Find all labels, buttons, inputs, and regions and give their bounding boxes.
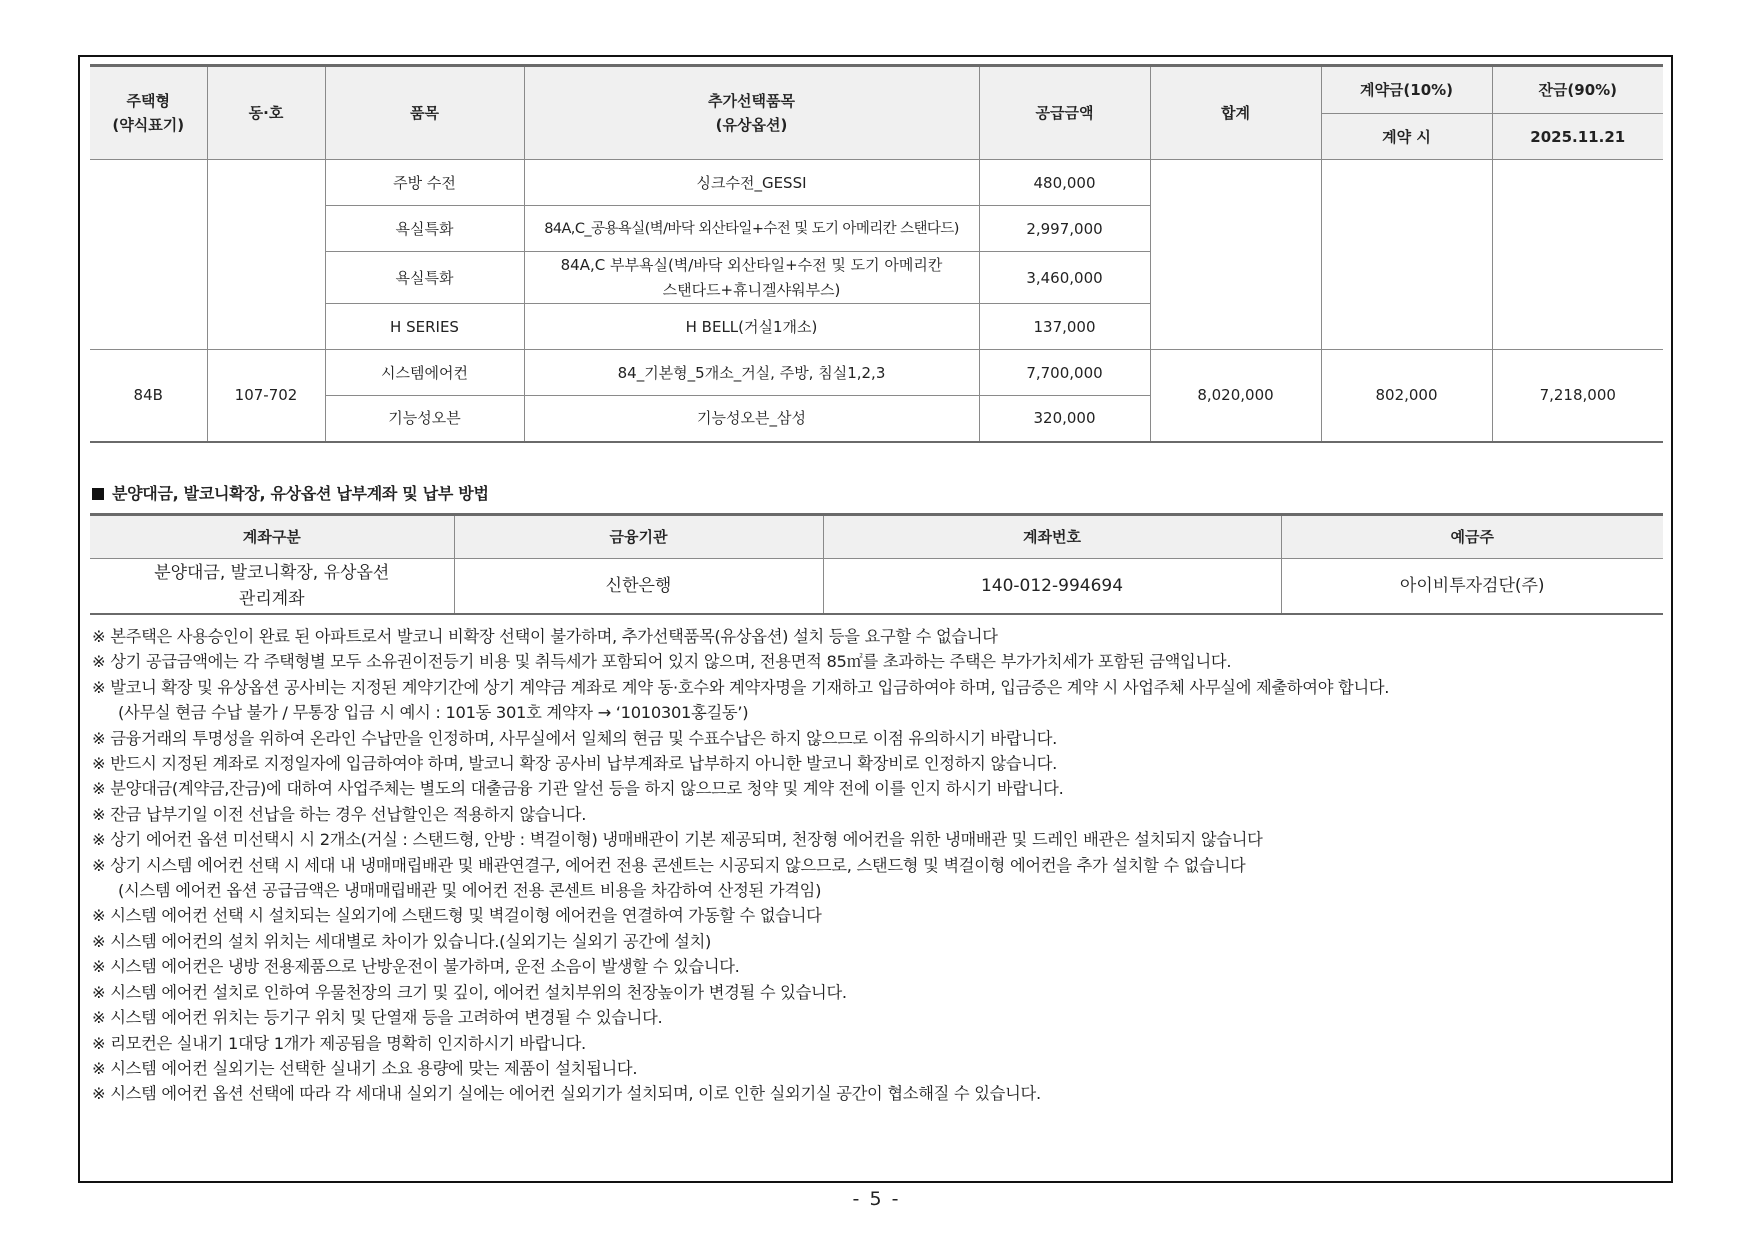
account-no-cell: 140-012-994694 — [823, 559, 1281, 615]
dong-ho-cell: 107-702 — [207, 350, 325, 442]
item-cell: 기능성오븐 — [325, 396, 524, 442]
header-house-type-label: 주택형 (약식표기) — [112, 92, 185, 134]
deposit-cell-empty — [1321, 160, 1492, 350]
note-line: ※ 시스템 에어컨의 설치 위치는 세대별로 차이가 있습니다.(실외기는 실외기 공간에 설치) — [92, 931, 712, 951]
balance-cell-empty — [1492, 160, 1663, 350]
header-account-no: 계좌번호 — [823, 515, 1281, 559]
item-cell: 시스템에어컨 — [325, 350, 524, 396]
header-account-type: 계좌구분 — [90, 515, 454, 559]
option-cell-text: 84A,C 부부욕실(벽/바닥 외산타일+수전 및 도기 아메리칸 스탠다드+휴니겔샤워부스) — [560, 255, 943, 299]
note-line: ※ 분양대금(계약금,잔금)에 대하여 사업주체는 별도의 대출금융 기관 알선 등을 하지 않으므로 청약 및 계약 전에 이를 인지 하시기 바랍니다. — [92, 779, 1064, 799]
note-line: ※ 시스템 에어컨은 냉방 전용제품으로 난방운전이 불가하며, 운전 소음이 발생할 수 있습니다. — [92, 957, 740, 977]
header-option — [524, 66, 979, 160]
item-cell: 주방 수전 — [325, 160, 524, 206]
account-table — [90, 513, 1663, 615]
note-line: ※ 상기 에어컨 옵션 미선택시 시 2개소(거실 : 스탠드형, 안방 : 벽걸이형) 냉매배관이 기본 제공되며, 천장형 에어컨을 위한 냉매배관 및 드레인 배관은 설치되지 않습니다 — [92, 830, 1263, 850]
table-row — [90, 559, 1663, 615]
table-row — [90, 160, 1663, 206]
note-line: ※ 본주택은 사용승인이 완료 된 아파트로서 발코니 비확장 선택이 불가하며, 추가선택품목(유상옵션) 설치 등을 요구할 수 없습니다 — [92, 627, 998, 646]
option-cell — [524, 252, 979, 304]
note-line: ※ 리모컨은 실내기 1대당 1개가 제공됨을 명확히 인지하시기 바랍니다. — [92, 1033, 586, 1053]
dong-ho-cell-empty — [207, 160, 325, 350]
header-dong-ho: 동·호 — [207, 66, 325, 160]
header-deposit: 계약금(10%) — [1321, 66, 1492, 114]
item-cell: 욕실특화 — [325, 206, 524, 252]
total-cell-empty — [1150, 160, 1321, 350]
notes-list — [92, 624, 1662, 1107]
header-option-label: 추가선택품목 (유상옵션) — [708, 92, 795, 134]
header-house-type — [90, 66, 207, 160]
total-cell: 8,020,000 — [1150, 350, 1321, 442]
note-line: ※ 잔금 납부기일 이전 선납을 하는 경우 선납할인은 적용하지 않습니다. — [92, 804, 587, 824]
header-deposit-when: 계약 시 — [1321, 114, 1492, 160]
note-line: (시스템 에어컨 옵션 공급금액은 냉매매립배관 및 에어컨 전용 콘센트 비용을 차감하여 산정된 가격임) — [118, 881, 822, 901]
amount-cell: 7,700,000 — [979, 350, 1150, 396]
deposit-cell: 802,000 — [1321, 350, 1492, 442]
header-balance: 잔금(90%) — [1492, 66, 1663, 114]
item-cell: 욕실특화 — [325, 252, 524, 304]
option-cell: 84A,C_공용욕실(벽/바닥 외산타일+수전 및 도기 아메리칸 스탠다드) — [524, 206, 979, 252]
section-title — [92, 481, 489, 504]
holder-cell: 아이비투자검단(주) — [1281, 559, 1663, 615]
option-cell: 기능성오븐_삼성 — [524, 396, 979, 442]
amount-cell: 2,997,000 — [979, 206, 1150, 252]
option-cell: 싱크수전_GESSI — [524, 160, 979, 206]
item-cell: H SERIES — [325, 304, 524, 350]
amount-cell: 137,000 — [979, 304, 1150, 350]
page-frame — [78, 55, 1673, 1183]
note-line: ※ 반드시 지정된 계좌로 지정일자에 입금하여야 하며, 발코니 확장 공사비 납부계좌로 납부하지 아니한 발코니 확장비로 인정하지 않습니다. — [92, 754, 1058, 774]
square-bullet-icon — [92, 488, 104, 500]
amount-cell: 3,460,000 — [979, 252, 1150, 304]
note-line: (사무실 현금 수납 불가 / 무통장 입금 시 예시 : 101동 301호 계약자 → ‘1010301홍길동’) — [118, 703, 749, 723]
option-cell: H BELL(거실1개소) — [524, 304, 979, 350]
note-line: ※ 시스템 에어컨 실외기는 선택한 실내기 소요 용량에 맞는 제품이 설치됩니다. — [92, 1058, 638, 1078]
balance-cell: 7,218,000 — [1492, 350, 1663, 442]
note-line: ※ 상기 공급금액에는 각 주택형별 모두 소유권이전등기 비용 및 취득세가 포함되어 있지 않으며, 전용면적 85㎡를 초과하는 주택은 부가가치세가 포함된 금액입니다. — [92, 652, 1232, 672]
amount-cell: 320,000 — [979, 396, 1150, 442]
note-line: ※ 시스템 에어컨 선택 시 설치되는 실외기에 스탠드형 및 벽걸이형 에어컨을 연결하여 가동할 수 없습니다 — [92, 906, 822, 926]
header-bank: 금융기관 — [454, 515, 823, 559]
page-number: - 5 - — [852, 1188, 901, 1210]
option-price-table — [90, 64, 1663, 443]
note-line: ※ 금융거래의 투명성을 위하여 온라인 수납만을 인정하며, 사무실에서 일체의 현금 및 수표수납은 하지 않으므로 이점 유의하시기 바랍니다. — [92, 728, 1058, 748]
bank-cell: 신한은행 — [454, 559, 823, 615]
option-cell: 84_기본형_5개소_거실, 주방, 침실1,2,3 — [524, 350, 979, 396]
account-type-text: 분양대금, 발코니확장, 유상옵션 관리계좌 — [154, 563, 390, 609]
amount-cell: 480,000 — [979, 160, 1150, 206]
account-type-cell — [90, 559, 454, 615]
table-row — [90, 350, 1663, 396]
header-total: 합계 — [1150, 66, 1321, 160]
header-balance-date: 2025.11.21 — [1492, 114, 1663, 160]
note-line: ※ 발코니 확장 및 유상옵션 공사비는 지정된 계약기간에 상기 계약금 계좌로 계약 동·호수와 계약자명을 기재하고 입금하여야 하며, 입금증은 계약 시 사업주체 사무실에 제출하여야 합니다. — [92, 677, 1390, 697]
house-type-cell-empty — [90, 160, 207, 350]
house-type-cell: 84B — [90, 350, 207, 442]
note-line: ※ 시스템 에어컨 위치는 등기구 위치 및 단열재 등을 고려하여 변경될 수 있습니다. — [92, 1008, 663, 1028]
section-title-text: 분양대금, 발코니확장, 유상옵션 납부계좌 및 납부 방법 — [112, 484, 489, 503]
note-line: ※ 상기 시스템 에어컨 선택 시 세대 내 냉매매립배관 및 배관연결구, 에어컨 전용 콘센트는 시공되지 않으므로, 스탠드형 및 벽걸이형 에어컨을 추가 설치할 수 없습니다 — [92, 855, 1246, 875]
note-line: ※ 시스템 에어컨 옵션 선택에 따라 각 세대내 실외기 실에는 에어컨 실외기가 설치되며, 이로 인한 실외기실 공간이 협소해질 수 있습니다. — [92, 1084, 1041, 1104]
note-line: ※ 시스템 에어컨 설치로 인하여 우물천장의 크기 및 깊이, 에어컨 설치부위의 천장높이가 변경될 수 있습니다. — [92, 982, 847, 1002]
header-holder: 예금주 — [1281, 515, 1663, 559]
header-item: 품목 — [325, 66, 524, 160]
header-supply-amount: 공급금액 — [979, 66, 1150, 160]
